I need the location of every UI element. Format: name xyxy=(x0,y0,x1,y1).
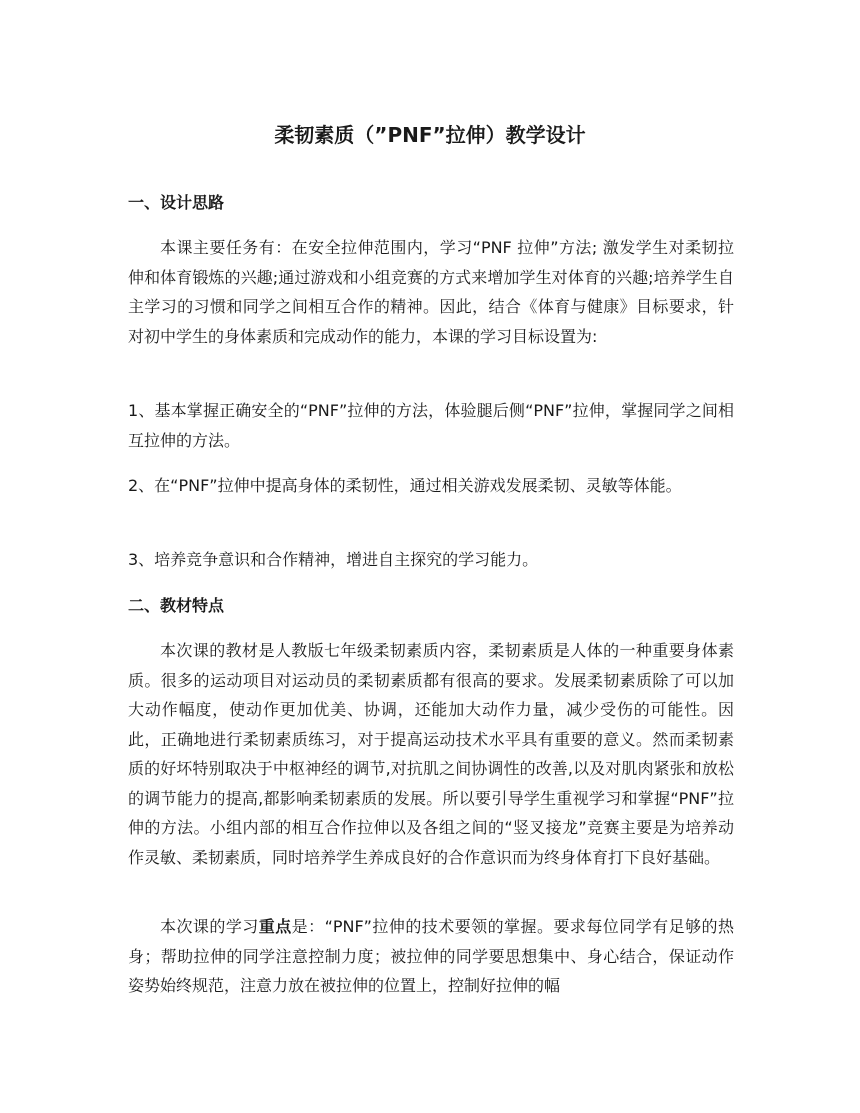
paragraph-material-description: 本次课的教材是人教版七年级柔韧素质内容，柔韧素质是人体的一种重要身体素质。很多的运动项目对运动员的柔韧素质都有很高的要求。发展柔韧素质除了可以加大动作幅度，使动作更加优美、协调，还能加大动作力量，减少受伤的可能性。因此，正确地进行柔韧素质练习，对于提高运动技术水平具有重要的意义。然而柔韧素质的好坏特别取决于中枢神经的调节,对抗肌之间协调性的改善,以及对肌肉紧张和放松的调节能力的提高,都影响柔韧素质的发展。所以要引导学生重视学习和掌握“PNF”拉伸的方法。小组内部的相互合作拉伸以及各组之间的“竖叉接龙”竞赛主要是为培养动作灵敏、柔韧素质，同时培养学生养成良好的合作意识而为终身体育打下良好基础。 xyxy=(128,641,734,867)
paragraph-main-tasks: 本课主要任务有：在安全拉伸范围内，学习“PNF 拉伸”方法; 激发学生对柔韧拉伸和体育锻炼的兴趣;通过游戏和小组竞赛的方式来增加学生对体育的兴趣;培养学生自主学习的习惯和同学之间相互合作的精神。因此，结合《体育与健康》目标要求，针对初中学生的身体素质和完成动作的能力，本课的学习目标设置为: xyxy=(128,238,734,346)
document-title: 柔韧素质（”PNF”拉伸）教学设计 xyxy=(274,123,586,147)
paragraph-goal-3: 3、培养竞争意识和合作精神，增进自主探究的学习能力。 xyxy=(128,550,539,569)
focus-keyword: 重点 xyxy=(258,917,292,936)
section-heading-design-ideas: 一、设计思路 xyxy=(128,193,225,212)
section-heading-material-features: 二、教材特点 xyxy=(128,596,225,615)
focus-text: 是：“PNF”拉伸的技术要领的掌握。要求每位同学有足够的热身；帮助拉伸的同学注意控制力度；被拉伸的同学要思想集中、身心结合，保证动作姿势始终规范，注意力放在被拉伸的位置上，控制好拉伸的幅 xyxy=(128,917,734,995)
paragraph-goal-2: 2、在“PNF”拉伸中提高身体的柔韧性，通过相关游戏发展柔韧、灵敏等体能。 xyxy=(128,476,682,495)
focus-prefix: 本次课的学习 xyxy=(160,917,259,936)
paragraph-goal-1: 1、基本掌握正确安全的“PNF”拉伸的方法，体验腿后侧“PNF”拉伸，掌握同学之间相互拉伸的方法。 xyxy=(128,401,734,450)
paragraph-learning-focus xyxy=(128,912,734,1001)
